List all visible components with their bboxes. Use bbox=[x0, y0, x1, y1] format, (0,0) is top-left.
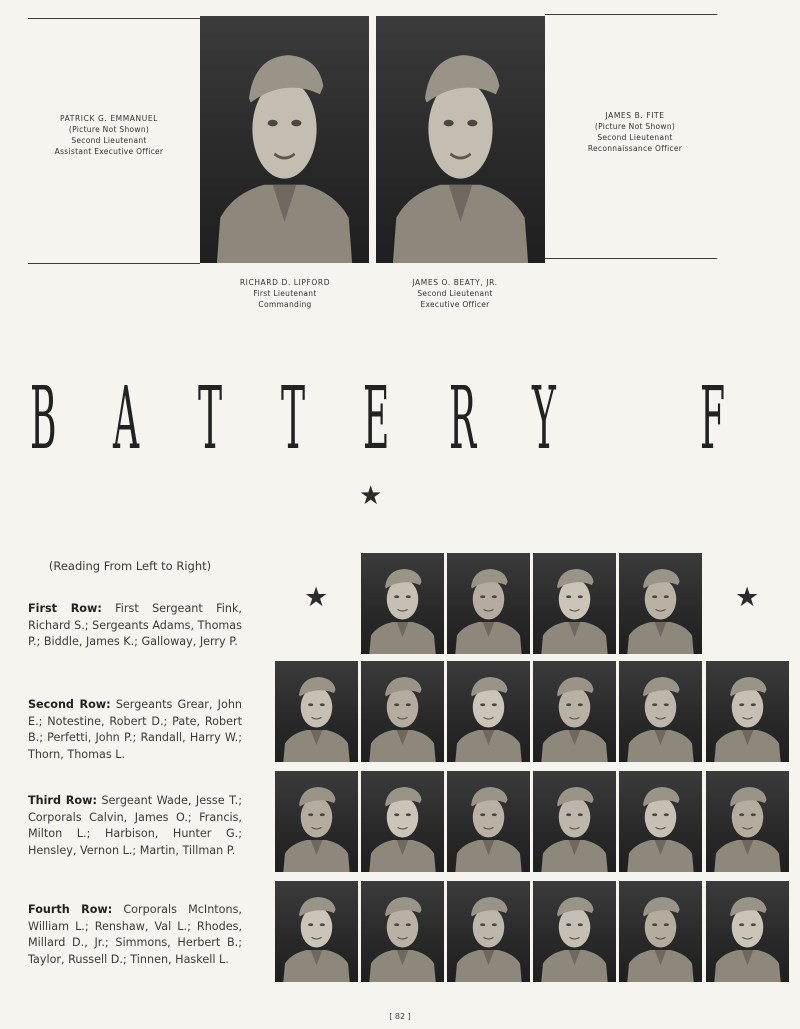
officer-note: (Picture Not Shown) bbox=[594, 122, 676, 131]
officer-role: Reconnaissance Officer bbox=[587, 144, 683, 153]
row-label: First Row: bbox=[28, 602, 102, 615]
officer-caption-beaty bbox=[380, 277, 530, 310]
portrait-beaty bbox=[376, 16, 545, 263]
title-letter: R bbox=[449, 369, 477, 469]
officer-name: JAMES O. BEATY, JR. bbox=[412, 278, 498, 287]
title-letter: A bbox=[113, 369, 140, 469]
portrait-photo bbox=[533, 771, 616, 872]
title-letter: F bbox=[700, 369, 726, 469]
portrait-photo bbox=[361, 881, 444, 982]
title-letter: T bbox=[281, 369, 306, 469]
portrait-photo bbox=[275, 661, 358, 762]
bottom-rule-right bbox=[545, 258, 717, 259]
title-letter: Y bbox=[532, 369, 556, 469]
portrait-photo bbox=[619, 881, 702, 982]
row-names: Sergeants Grear, John E.; Notestine, Robert D.; Pate, Robert B.; Perfetti, John P.; Randall, Harry W.; Thorn, Thomas L. bbox=[28, 698, 242, 761]
portrait-photo bbox=[447, 661, 530, 762]
portrait-photo bbox=[533, 881, 616, 982]
reading-note: (Reading From Left to Right) bbox=[48, 559, 212, 573]
officer-name: PATRICK G. EMMANUEL bbox=[60, 114, 158, 123]
title-letter: E bbox=[363, 369, 390, 469]
portrait-photo bbox=[533, 661, 616, 762]
portrait-photo bbox=[619, 553, 702, 654]
portrait-photo bbox=[533, 553, 616, 654]
officer-name: RICHARD D. LIPFORD bbox=[239, 278, 331, 287]
portrait-photo bbox=[447, 881, 530, 982]
title-letter: T bbox=[198, 369, 223, 469]
star-icon: ★ bbox=[304, 582, 329, 613]
portrait-photo bbox=[275, 881, 358, 982]
portrait-photo bbox=[706, 881, 789, 982]
portrait-photo bbox=[447, 771, 530, 872]
portrait-lipford bbox=[200, 16, 369, 263]
blank-cell bbox=[275, 553, 358, 654]
row-caption-second bbox=[28, 697, 242, 763]
blank-cell bbox=[706, 553, 789, 654]
star-icon: ★ bbox=[735, 582, 760, 613]
officer-note: (Picture Not Shown) bbox=[68, 125, 150, 134]
page-number: [ 82 ] bbox=[389, 1012, 411, 1021]
officer-rank: Second Lieutenant bbox=[71, 136, 147, 145]
top-rule-right bbox=[545, 14, 717, 15]
row-label: Third Row: bbox=[28, 794, 97, 807]
row-caption-fourth bbox=[28, 902, 242, 968]
row-label: Fourth Row: bbox=[28, 903, 113, 916]
officer-role: Executive Officer bbox=[420, 300, 490, 309]
portrait-photo bbox=[361, 553, 444, 654]
row-names: First Sergeant Fink, Richard S.; Sergeants Adams, Thomas P.; Biddle, James K.; Galloway, Jerry P. bbox=[28, 602, 242, 648]
row-caption-third bbox=[28, 793, 242, 859]
row-label: Second Row: bbox=[28, 698, 111, 711]
bottom-rule-left bbox=[28, 263, 200, 264]
portrait-photo bbox=[706, 771, 789, 872]
portrait-photo bbox=[447, 553, 530, 654]
officer-role: Assistant Executive Officer bbox=[54, 147, 164, 156]
portrait-photo bbox=[619, 771, 702, 872]
row-names: Corporals McIntons, William L.; Renshaw, Val L.; Rhodes, Millard D., Jr.; Simmons, Herbert B.; Taylor, Russell D.; Tinnen, Haskell L. bbox=[28, 903, 242, 966]
title-letter: B bbox=[30, 369, 57, 469]
officer-rank: First Lieutenant bbox=[253, 289, 317, 298]
officer-role: Commanding bbox=[258, 300, 312, 309]
star-icon: ★ bbox=[359, 481, 383, 511]
officer-rank: Second Lieutenant bbox=[417, 289, 493, 298]
portrait-photo bbox=[275, 771, 358, 872]
row-caption-first bbox=[28, 601, 242, 651]
portrait-photo bbox=[706, 661, 789, 762]
portrait-photo bbox=[619, 661, 702, 762]
officer-caption-emmanuel bbox=[28, 113, 190, 157]
portrait-photo bbox=[361, 771, 444, 872]
officer-caption-lipford bbox=[210, 277, 360, 310]
officer-name: JAMES B. FITE bbox=[605, 111, 665, 120]
officer-rank: Second Lieutenant bbox=[597, 133, 673, 142]
row-names: Sergeant Wade, Jesse T.; Corporals Calvin, James O.; Francis, Milton L.; Harbison, Hunter G.; Hensley, Vernon L.; Martin, Tillman P. bbox=[28, 794, 242, 857]
officer-caption-fite bbox=[565, 110, 705, 154]
top-rule-left bbox=[28, 18, 200, 19]
portrait-photo bbox=[361, 661, 444, 762]
